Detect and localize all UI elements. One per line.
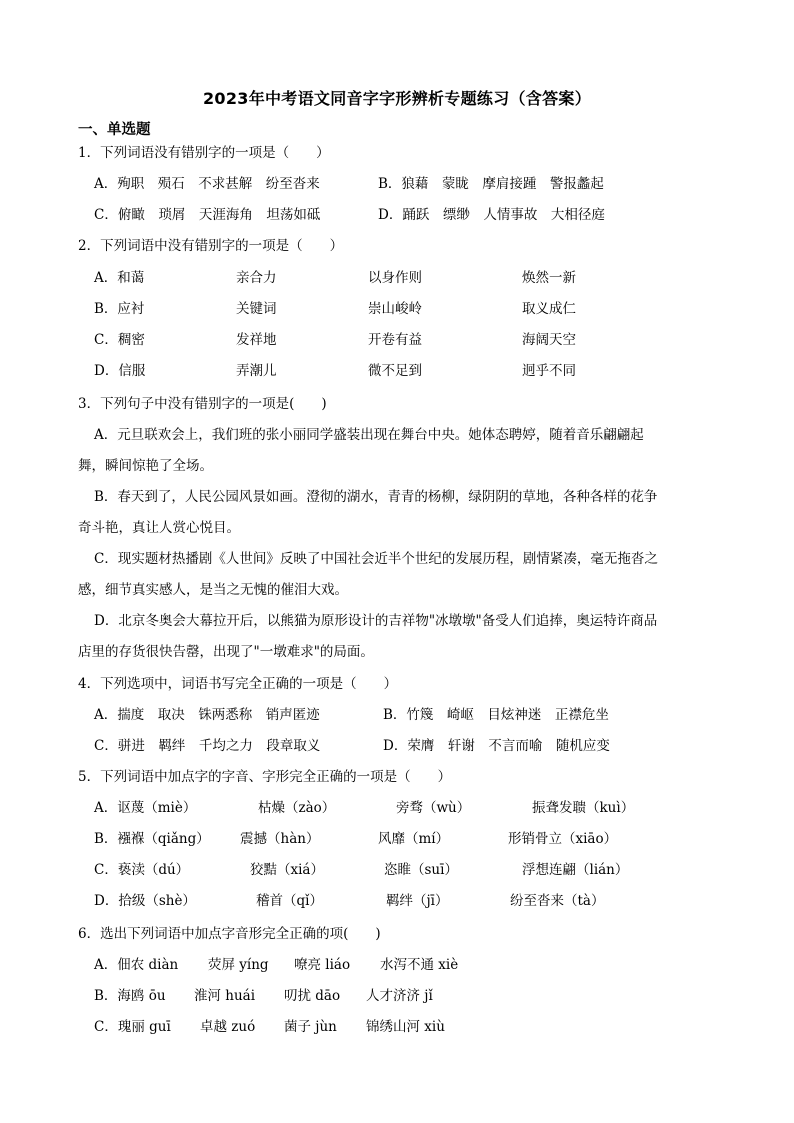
option-cell: 海阔天空 — [522, 332, 576, 348]
option-cell: 关键词 — [236, 301, 277, 317]
question-4-stem: 4．下列选项中，词语书写完全正确的一项是（ ） — [78, 676, 398, 692]
option-cell: 震撼（hàn） — [240, 831, 320, 847]
option-cell: 嘹亮 liáo — [294, 957, 351, 973]
question-3-option-a-line-1: A．元旦联欢会上，我们班的张小丽同学盛装出现在舞台中央。她体态聘婷，随着音乐翩翩起 — [94, 427, 644, 443]
option-cell: 稽首（qǐ） — [256, 893, 323, 909]
option-cell: 振聋发聩（kuì） — [532, 800, 635, 816]
question-4-option-a: A．揣度 取决 铢两悉称 销声匿迹 — [94, 707, 320, 723]
option-cell: 羁绊（jī） — [386, 893, 449, 909]
option-cell: 取义成仁 — [522, 301, 576, 317]
option-cell: C．亵渎（dú） — [94, 862, 190, 878]
question-1-option-a: A．殉职 殒石 不求甚解 纷至沓来 — [94, 176, 320, 192]
option-cell: A．和蔼 — [94, 270, 145, 286]
option-cell: 焕然一新 — [522, 270, 576, 286]
question-1-stem: 1．下列词语没有错别字的一项是（ ） — [78, 145, 330, 161]
option-cell: 淮河 huái — [194, 988, 256, 1004]
option-cell: 弄潮儿 — [236, 363, 277, 379]
option-cell: D．拾级（shè） — [94, 893, 196, 909]
option-cell: 恣睢（suī） — [384, 862, 458, 878]
question-3-option-b-line-1: B．春天到了，人民公园风景如画。澄彻的湖水，青青的杨柳，绿阴阴的草地，各种各样的花争 — [94, 489, 658, 505]
option-cell: A．佃农 diàn — [94, 957, 179, 973]
option-cell: 狡黠（xiá） — [250, 862, 324, 878]
option-cell: C．瑰丽 guī — [94, 1019, 171, 1035]
question-5-stem: 5．下列词语中加点字的字音、字形完全正确的一项是（ ） — [78, 769, 452, 785]
question-1-option-d: D．踊跃 缥缈 人情事故 大相径庭 — [378, 207, 605, 223]
question-3-option-d-line-2: 店里的存货很快告罄，出现了"一墩难求"的局面。 — [78, 644, 374, 660]
option-cell: C．稠密 — [94, 332, 145, 348]
option-cell: 荧屏 yíng — [208, 957, 269, 973]
option-cell: 水泻不通 xiè — [380, 957, 459, 973]
question-3-option-c-line-2: 感，细节真实感人，是当之无愧的催泪大戏。 — [78, 582, 348, 598]
option-cell: 开卷有益 — [368, 332, 422, 348]
option-cell: 枯燥（zào） — [258, 800, 336, 816]
question-3-option-a-line-2: 舞，瞬间惊艳了全场。 — [78, 458, 213, 474]
question-3-stem: 3．下列句子中没有错别字的一项是( ) — [78, 396, 327, 412]
question-4-option-c: C．骈进 羁绊 千均之力 段章取义 — [94, 738, 321, 754]
option-cell: 以身作则 — [368, 270, 422, 286]
question-4-option-b: B．竹篾 崎岖 目炫神迷 正襟危坐 — [383, 707, 609, 723]
option-cell: 锦绣山河 xiù — [366, 1019, 445, 1035]
question-2-stem: 2．下列词语中没有错别字的一项是（ ） — [78, 238, 344, 254]
option-cell: 人才济济 jǐ — [366, 988, 433, 1004]
option-cell: 浮想连翩（lián） — [522, 862, 629, 878]
option-cell: 旁骛（wù） — [396, 800, 471, 816]
option-cell: 发祥地 — [236, 332, 277, 348]
option-cell: 迥乎不同 — [522, 363, 576, 379]
question-1-option-b: B．狼藉 蒙眬 摩肩接踵 警报蠡起 — [378, 176, 604, 192]
option-cell: A．讴蔑（miè） — [94, 800, 197, 816]
question-3-option-c-line-1: C．现实题材热播剧《人世间》反映了中国社会近半个世纪的发展历程，剧情紧凑，毫无拖沓之 — [94, 551, 658, 567]
option-cell: 崇山峻岭 — [368, 301, 422, 317]
option-cell: 风靡（mí） — [378, 831, 450, 847]
section-heading: 一、单选题 — [78, 122, 151, 138]
option-cell: B．应衬 — [94, 301, 145, 317]
option-cell: 纷至沓来（tà） — [510, 893, 605, 909]
option-cell: 叨扰 dāo — [284, 988, 341, 1004]
option-cell: 形销骨立（xiāo） — [508, 831, 618, 847]
question-3-option-d-line-1: D．北京冬奥会大幕拉开后，以熊猫为原形设计的吉祥物"冰墩墩"备受人们追捧，奥运特许商品 — [94, 613, 658, 629]
question-3-option-b-line-2: 奇斗艳，真让人赏心悦目。 — [78, 520, 240, 536]
option-cell: 微不足到 — [368, 363, 422, 379]
option-cell: 卓越 zuó — [200, 1019, 256, 1035]
option-cell: B．襁褓（qiǎng） — [94, 831, 210, 847]
option-cell: 菌子 jùn — [284, 1019, 337, 1035]
page-title: 2023年中考语文同音字字形辨析专题练习（含答案） — [202, 89, 592, 108]
option-cell: D．信服 — [94, 363, 146, 379]
option-cell: B．海鸥 ōu — [94, 988, 166, 1004]
question-1-option-c: C．俯瞰 琐屑 天涯海角 坦荡如砥 — [94, 207, 321, 223]
option-cell: 亲合力 — [236, 270, 277, 286]
question-6-stem: 6．选出下列词语中加点字音形完全正确的项( ) — [78, 926, 381, 942]
question-4-option-d: D．荣膺 轩谢 不言而喻 随机应变 — [383, 738, 610, 754]
